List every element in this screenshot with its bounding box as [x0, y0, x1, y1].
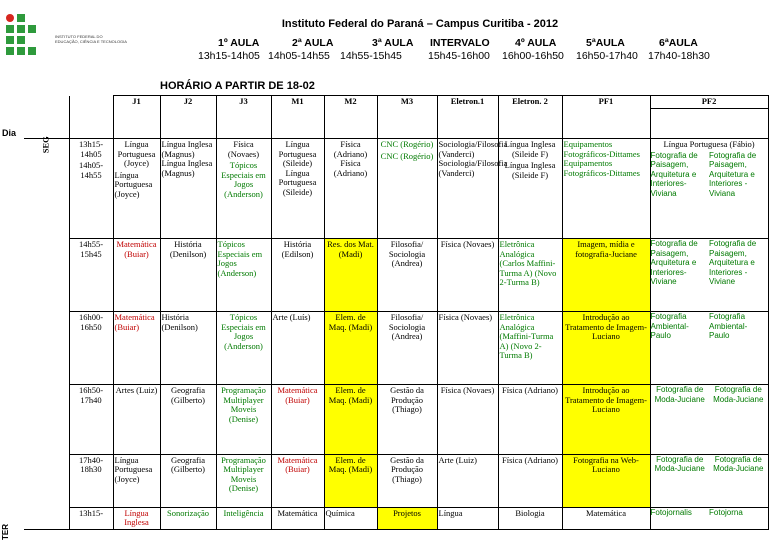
cell-r6-PF1: Matemática	[562, 507, 650, 529]
cell-r4-PF1: Introdução ao Tratamento de Imagem-Luciano	[562, 385, 650, 455]
col-E1: Eletron.1	[437, 96, 498, 139]
aula-1-label: 1º AULA	[218, 37, 260, 49]
cell-r5-J3: Programação Multiplayer Moveis (Denise)	[216, 454, 271, 507]
cell-r2-J1: Matemática (Buiar)	[113, 239, 160, 312]
aula-2-label: 2ª AULA	[292, 37, 334, 49]
col-PF1: PF1	[562, 96, 650, 139]
cell-r3-J2: História (Denilson)	[160, 312, 216, 385]
page-title: Instituto Federal do Paraná – Campus Curitiba - 2012	[281, 18, 559, 30]
cell-r5-E2: Física (Adriano)	[498, 454, 562, 507]
timetable	[24, 95, 769, 530]
cell-r3-PF1: Introdução ao Tratamento de Imagem-Luciano	[562, 312, 650, 385]
cell-r6-PF2: Fotojornalis Fotojorna	[650, 507, 768, 529]
cell-r2-J3: Tópicos Especiais em Jogos (Anderson)	[216, 239, 271, 312]
col-M2: M2	[324, 96, 377, 139]
cell-r6-J1: Língua Inglesa	[113, 507, 160, 529]
logo-text: INSTITUTO FEDERAL DO EDUCAÇÃO, CIÊNCIA E TECNOLOGIA	[55, 34, 127, 44]
col-M1: M1	[271, 96, 324, 139]
cell-r4-E2: Física (Adriano)	[498, 385, 562, 455]
cell-r2-PF2: Fotografia de Paisagem, Arquitetura e Interiores-Viviane Fotografia de Paisagem, Arquitetura e Interiores -Viviane	[650, 239, 768, 312]
cell-r5-M1: Matemática (Buiar)	[271, 454, 324, 507]
cell-r5-J2: Geografia (Gilberto)	[160, 454, 216, 507]
cell-r1-E2: Língua Inglesa (Sileide F) Língua Inglesa (Sileide F)	[498, 139, 562, 239]
intervalo-label: INTERVALO	[430, 37, 490, 49]
cell-r3-M3: Filosofia/ Sociologia (Andrea)	[377, 312, 437, 385]
cell-r2-M2: Res. dos Mat. (Madi)	[324, 239, 377, 312]
horario-label: HORÁRIO A PARTIR DE 18-02	[160, 80, 315, 92]
cell-r5-E1: Arte (Luiz)	[437, 454, 498, 507]
col-PF2: PF2	[650, 96, 768, 109]
time-r2: 14h55-15h45	[69, 239, 113, 312]
cell-r3-J3: Tópicos Especiais em Jogos (Anderson)	[216, 312, 271, 385]
ter-day-label: TER	[1, 524, 10, 540]
col-J1: J1	[113, 96, 160, 139]
cell-r4-M3: Gestão da Produção (Thiago)	[377, 385, 437, 455]
aula-3-time: 14h55-15h45	[340, 50, 402, 62]
cell-r2-M1: História (Edilson)	[271, 239, 324, 312]
time-r5: 17h40-18h30	[69, 454, 113, 507]
cell-r3-PF2: Fotografia Ambiental-Paulo Fotografia Ambiental-Paulo	[650, 312, 768, 385]
intervalo-time: 15h45-16h00	[428, 50, 490, 62]
time-r6: 13h15-	[69, 507, 113, 529]
aula-4-label: 4º AULA	[515, 37, 557, 49]
aula-6-label: 6ªAULA	[659, 37, 698, 49]
aula-1-time: 13h15-14h05	[198, 50, 260, 62]
col-M3: M3	[377, 96, 437, 139]
cell-r3-J1: Matemática (Buiar)	[113, 312, 160, 385]
cell-r1-E1: Sociologia/Filosofia (Vanderci) Sociologia/Filosofia (Vanderci)	[437, 139, 498, 239]
cell-r6-M1: Matemática	[271, 507, 324, 529]
aula-5-time: 16h50-17h40	[576, 50, 638, 62]
cell-r1-J1: Língua Portuguesa (Joyce) Língua Portuguesa (Joyce)	[113, 139, 160, 239]
cell-r2-E2: Eletrônica Analógica (Carlos Maffini-Turma A) (Novo 2-Turma B)	[498, 239, 562, 312]
cell-r4-J3: Programação Multiplayer Moveis (Denise)	[216, 385, 271, 455]
seg-label: SEG	[40, 136, 51, 154]
aula-6-time: 17h40-18h30	[648, 50, 710, 62]
cell-r6-M3: Projetos	[377, 507, 437, 529]
col-J3: J3	[216, 96, 271, 139]
cell-r3-M2: Elem. de Maq. (Madi)	[324, 312, 377, 385]
ifpr-logo	[6, 14, 127, 60]
col-J2: J2	[160, 96, 216, 139]
cell-r3-E1: Física (Novaes)	[437, 312, 498, 385]
aula-4-time: 16h00-16h50	[502, 50, 564, 62]
cell-r1-J3: Física (Novaes) Tópicos Especiais em Jogos (Anderson)	[216, 139, 271, 239]
cell-r6-E1: Língua	[437, 507, 498, 529]
cell-r1-M2: Física (Adriano) Física (Adriano)	[324, 139, 377, 239]
cell-r6-J2: Sonorização	[160, 507, 216, 529]
col-E2: Eletron. 2	[498, 96, 562, 139]
time-r1: 13h15-14h05 14h05-14h55	[69, 139, 113, 239]
cell-r4-M1: Matemática (Buiar)	[271, 385, 324, 455]
cell-r3-E2: Eletrônica Analógica (Maffini-Turma A) (Novo 2-Turma B)	[498, 312, 562, 385]
cell-r1-PF2: Língua Portuguesa (Fábio) Fotografia de Paisagem, Arquitetura e Interiores-Viviana Fotografia de Paisagem, Arquitetura e Interiores -Viviana	[650, 139, 768, 239]
cell-r5-J1: Língua Portuguesa (Joyce)	[113, 454, 160, 507]
cell-r5-PF1: Fotografia na Web-Luciano	[562, 454, 650, 507]
cell-r4-E1: Física (Novaes)	[437, 385, 498, 455]
time-r3: 16h00-16h50	[69, 312, 113, 385]
cell-r1-PF1: Equipamentos Fotográficos-Dittames Equipamentos Fotográficos-Dittames	[562, 139, 650, 239]
dia-label-text: Dia	[2, 128, 17, 138]
cell-r6-E2: Biologia	[498, 507, 562, 529]
cell-r1-J2: Língua Inglesa (Magnus) Língua Inglesa (Magnus)	[160, 139, 216, 239]
aula-3-label: 3ª AULA	[372, 37, 414, 49]
time-r4: 16h50-17h40	[69, 385, 113, 455]
aula-5-label: 5ªAULA	[586, 37, 625, 49]
cell-r6-M2: Química	[324, 507, 377, 529]
cell-r2-PF1: Imagem, mídia e fotografia-Juciane	[562, 239, 650, 312]
cell-r4-PF2: Fotografia de Moda-Juciane Fotografia de Moda-Juciane	[650, 385, 768, 455]
cell-r2-J2: História (Denilson)	[160, 239, 216, 312]
seg-day-cell	[24, 136, 69, 530]
cell-r4-J2: Geografia (Gilberto)	[160, 385, 216, 455]
aula-2-time: 14h05-14h55	[268, 50, 330, 62]
cell-r5-PF2: Fotografia de Moda-Juciane Fotografia de Moda-Juciane	[650, 454, 768, 507]
cell-r4-M2: Elem. de Maq. (Madi)	[324, 385, 377, 455]
cell-r2-M3: Filosofia/ Sociologia (Andrea)	[377, 239, 437, 312]
cell-r4-J1: Artes (Luiz)	[113, 385, 160, 455]
cell-r1-M1: Língua Portuguesa (Sileide) Língua Portuguesa (Sileide)	[271, 139, 324, 239]
cell-r5-M2: Elem. de Maq. (Madi)	[324, 454, 377, 507]
cell-r5-M3: Gestão da Produção (Thiago)	[377, 454, 437, 507]
cell-r3-M1: Arte (Luís)	[271, 312, 324, 385]
logo-mark-icon	[6, 14, 52, 60]
cell-r6-J3: Inteligência	[216, 507, 271, 529]
cell-r1-M3: CNC (Rogério) CNC (Rogério)	[377, 139, 437, 239]
cell-r2-E1: Física (Novaes)	[437, 239, 498, 312]
